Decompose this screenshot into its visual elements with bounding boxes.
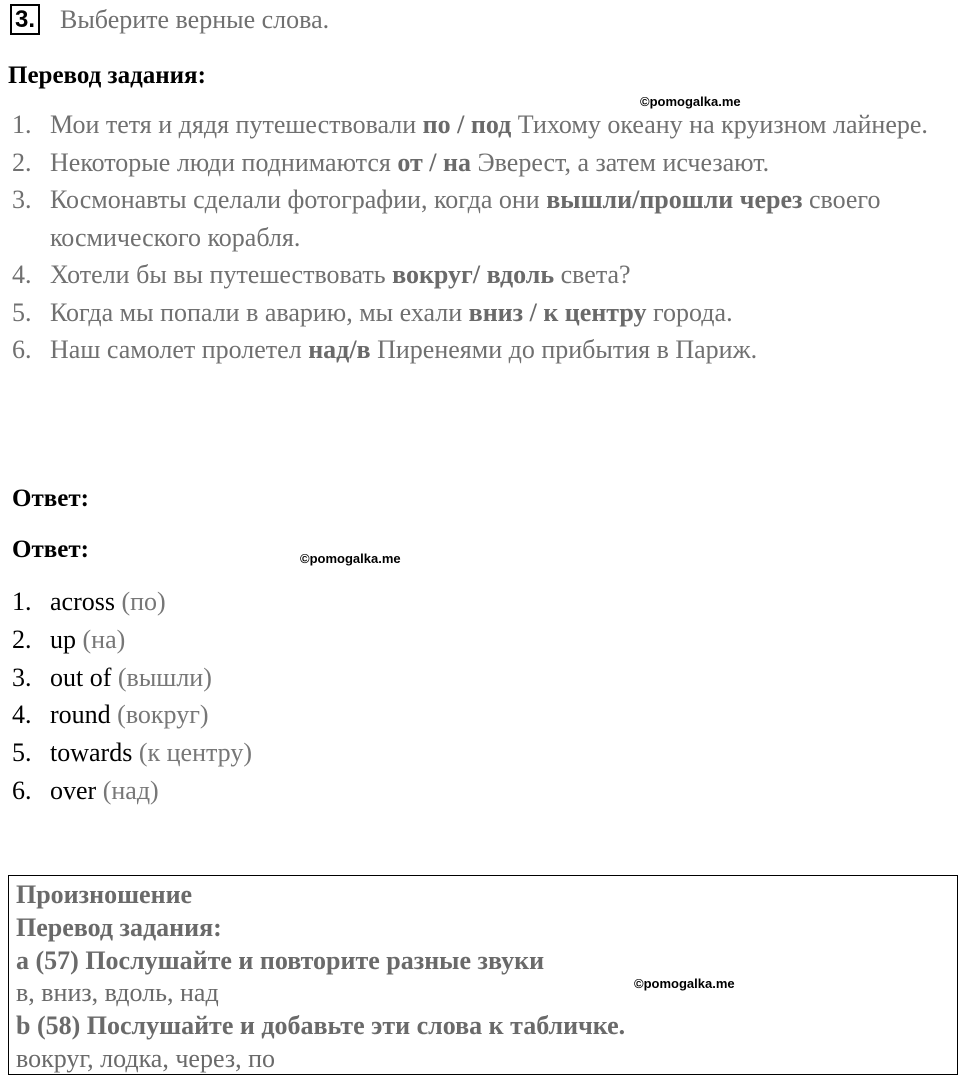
exercise-number: 3. — [10, 4, 40, 35]
words-a: в, вниз, вдоль, над — [16, 978, 219, 1008]
item-number: 6. — [12, 335, 32, 364]
list-item: 3. Космонавты сделали фотографии, когда они вышли/прошли через своего космического корабля. — [12, 181, 942, 256]
answer-list — [12, 583, 252, 810]
pronunciation-title: Произношение — [16, 880, 193, 909]
item-number: 2. — [12, 624, 32, 654]
choice-words: вокруг/ вдоль — [392, 260, 555, 289]
answer-word: over — [50, 775, 97, 805]
choice-words: над/в — [308, 335, 371, 364]
item-number: 3. — [12, 662, 32, 692]
choice-words: вышли/прошли через — [546, 185, 803, 214]
watermark: ©pomogalka.me — [634, 976, 735, 991]
list-item — [12, 772, 252, 810]
item-number: 4. — [12, 700, 32, 730]
task-a: a (57) Послушайте и повторите разные звуки — [16, 945, 545, 975]
list-item — [12, 583, 252, 621]
list-item: 4. Хотели бы вы путешествовать вокруг/ вдоль света? — [12, 256, 942, 294]
item-number: 3. — [12, 185, 32, 214]
list-item — [12, 621, 252, 659]
answer-translation: (вокруг) — [117, 700, 209, 730]
answer-word: up — [50, 624, 76, 654]
choice-words: вниз / к центру — [468, 297, 647, 327]
item-number: 6. — [12, 775, 32, 805]
item-number: 1. — [12, 587, 32, 616]
answer-translation: (над) — [102, 775, 159, 805]
answer-heading: Ответ: — [12, 485, 89, 512]
list-item — [12, 734, 252, 772]
translation-list — [12, 106, 942, 369]
list-item — [12, 659, 252, 697]
list-item — [12, 696, 252, 734]
answer-word: across — [50, 587, 115, 616]
answer-translation: (по) — [121, 587, 166, 616]
answer-heading-repeat: Ответ: — [12, 536, 89, 563]
answer-word: towards — [50, 738, 133, 768]
choice-words: от / на — [397, 147, 471, 177]
list-item: 5. Когда мы попали в аварию, мы ехали вниз / к центру города. — [12, 294, 942, 332]
exercise-instruction: Выберите верные слова. — [60, 5, 330, 34]
answer-translation: (вышли) — [117, 662, 212, 692]
answer-translation: (на) — [82, 624, 126, 654]
answer-translation: (к центру) — [138, 738, 252, 768]
pronunciation-box — [8, 875, 958, 1075]
watermark: ©pomogalka.me — [300, 551, 401, 566]
answer-word: out of — [50, 662, 112, 692]
translation-heading: Перевод задания: — [8, 62, 206, 89]
list-item: 1. Мои тетя и дядя путешествовали по / под Тихому океану на круизном лайнере. — [12, 106, 942, 144]
answer-word: round — [50, 700, 111, 730]
words-b: вокруг, лодка, через, по — [16, 1043, 276, 1073]
item-number: 2. — [12, 147, 32, 177]
list-item: 2. Некоторые люди поднимаются от / на Эверест, а затем исчезают. — [12, 144, 942, 182]
pronunciation-heading: Перевод задания: — [16, 912, 222, 942]
choice-words: по / под — [422, 110, 512, 139]
item-number: 1. — [12, 110, 32, 139]
item-number: 4. — [12, 260, 32, 289]
item-number: 5. — [12, 738, 32, 768]
watermark: ©pomogalka.me — [640, 94, 741, 109]
task-b: b (58) Послушайте и добавьте эти слова к табличке. — [16, 1011, 626, 1041]
list-item: 6. Наш самолет пролетел над/в Пиренеями до прибытия в Париж. — [12, 331, 942, 369]
item-number: 5. — [12, 297, 32, 327]
